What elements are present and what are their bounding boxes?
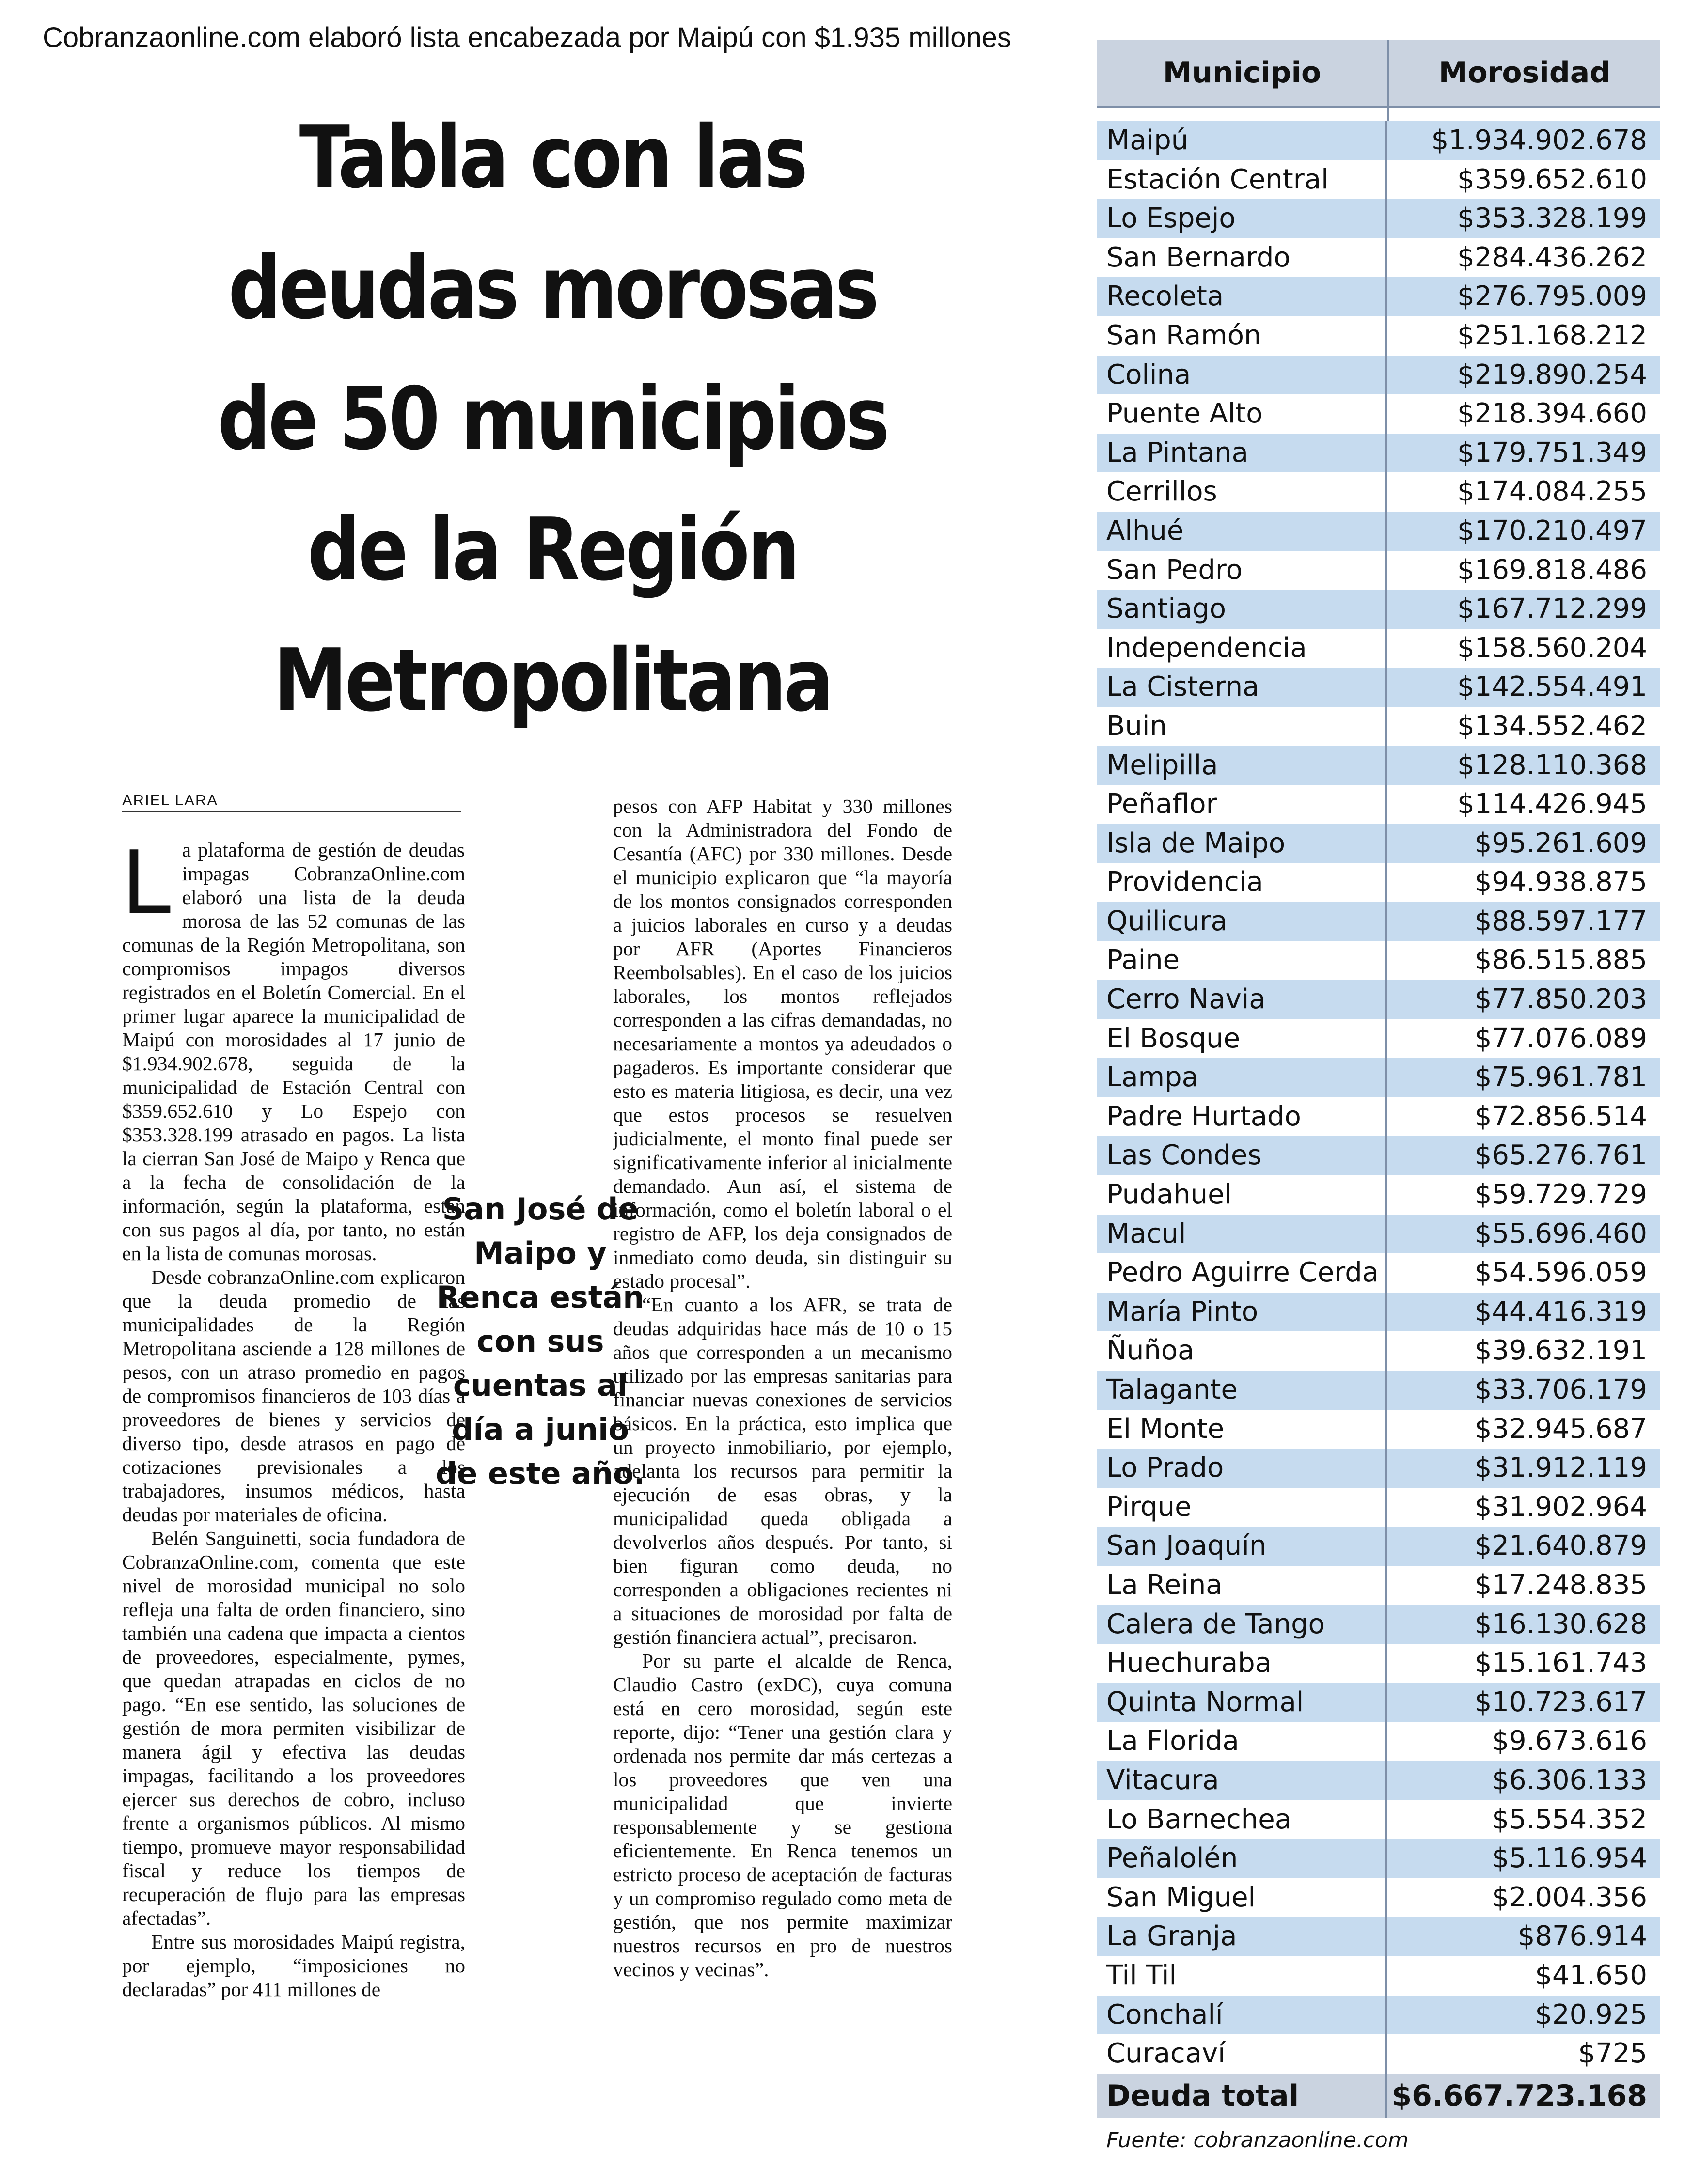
municipio-cell: Puente Alto — [1097, 394, 1387, 434]
municipio-cell: Macul — [1097, 1215, 1387, 1254]
municipio-cell: Lo Espejo — [1097, 199, 1387, 238]
article-paragraph: Entre sus morosidades Maipú registra, por ejemplo, “imposiciones no declaradas” por 411 millones de — [122, 1931, 465, 2000]
table-row — [1097, 472, 1660, 512]
table-row — [1097, 941, 1660, 980]
article-paragraph: Por su parte el alcalde de Renca, Claudio Castro (exDC), cuya comuna está en cero morosidad, según este reporte, dijo: “Tener una gestión clara y ordenada nos permite dar más certezas a los proveedores que ven una municipalidad que invierte responsablemente y se gestiona eficientemente. En Renca tenemos un estricto proceso de aceptación de facturas y un compromiso regulado como meta de gestión, que nos permite maximizar nuestros recursos en pro de nuestros vecinos y vecinas”. — [613, 1650, 952, 1981]
morosidad-cell: $134.552.462 — [1457, 710, 1647, 742]
pull-quote: San José de Maipo y Renca están con sus cuentas al día a junio de este año. — [435, 1191, 645, 1491]
table-row — [1097, 434, 1660, 473]
table-row — [1097, 356, 1660, 395]
table-row — [1097, 1371, 1660, 1410]
headline — [123, 92, 982, 746]
table-header — [1097, 40, 1660, 108]
municipio-cell: Recoleta — [1097, 277, 1387, 316]
column-header-municipio: Municipio — [1097, 40, 1389, 106]
debt-table — [1097, 40, 1660, 2155]
morosidad-cell: $86.515.885 — [1474, 944, 1647, 976]
municipio-cell: Las Condes — [1097, 1136, 1387, 1175]
morosidad-cell: $1.934.902.678 — [1431, 125, 1647, 156]
total-label: Deuda total — [1097, 2074, 1387, 2118]
municipio-cell: Estación Central — [1097, 160, 1387, 200]
table-row — [1097, 668, 1660, 707]
table-row — [1097, 1839, 1660, 1878]
morosidad-cell: $65.276.761 — [1474, 1139, 1647, 1171]
table-row — [1097, 160, 1660, 200]
table-row — [1097, 980, 1660, 1019]
table-row — [1097, 1761, 1660, 1800]
table-row — [1097, 1488, 1660, 1527]
morosidad-cell: $21.640.879 — [1474, 1530, 1647, 1562]
headline-line: de 50 municipios — [218, 369, 887, 469]
morosidad-cell: $276.795.009 — [1457, 281, 1647, 312]
municipio-cell: Isla de Maipo — [1097, 824, 1387, 863]
municipio-cell: La Cisterna — [1097, 668, 1387, 707]
morosidad-cell: $6.306.133 — [1492, 1764, 1647, 1796]
table-row — [1097, 1527, 1660, 1566]
morosidad-cell: $170.210.497 — [1457, 515, 1647, 546]
municipio-cell: Calera de Tango — [1097, 1605, 1387, 1644]
table-row — [1097, 785, 1660, 824]
table-row — [1097, 707, 1660, 746]
municipio-cell: Peñaflor — [1097, 785, 1387, 824]
morosidad-cell: $169.818.486 — [1457, 554, 1647, 586]
kicker: Cobranzaonline.com elaboró lista encabezada por Maipú con $1.935 millones — [43, 22, 1012, 53]
morosidad-cell: $219.890.254 — [1457, 359, 1647, 390]
morosidad-cell: $17.248.835 — [1474, 1569, 1647, 1601]
headline-line: Tabla con las — [299, 107, 806, 207]
morosidad-cell: $31.902.964 — [1474, 1491, 1647, 1523]
morosidad-cell: $95.261.609 — [1474, 827, 1647, 859]
table-row — [1097, 629, 1660, 668]
table-row — [1097, 551, 1660, 590]
morosidad-cell: $55.696.460 — [1474, 1217, 1647, 1249]
morosidad-cell: $725 — [1578, 2038, 1647, 2070]
municipio-cell: Pedro Aguirre Cerda — [1097, 1253, 1387, 1293]
municipio-cell: Quilicura — [1097, 902, 1387, 941]
table-row — [1097, 199, 1660, 238]
table-row — [1097, 863, 1660, 902]
municipio-cell: Maipú — [1097, 121, 1387, 160]
municipio-cell: Pudahuel — [1097, 1175, 1387, 1215]
municipio-cell: Huechuraba — [1097, 1644, 1387, 1683]
table-source: Fuente: cobranzaonline.com — [1106, 2127, 1409, 2153]
byline: ARIEL LARA — [122, 792, 461, 812]
morosidad-cell: $54.596.059 — [1474, 1257, 1647, 1289]
table-row — [1097, 1683, 1660, 1722]
morosidad-cell: $72.856.514 — [1474, 1100, 1647, 1132]
municipio-cell: Conchalí — [1097, 1996, 1387, 2035]
table-row — [1097, 277, 1660, 316]
municipio-cell: Buin — [1097, 707, 1387, 746]
morosidad-cell: $41.650 — [1535, 1959, 1647, 1991]
table-row — [1097, 1253, 1660, 1293]
table-row — [1097, 238, 1660, 278]
morosidad-cell: $158.560.204 — [1457, 632, 1647, 664]
municipio-cell: Cerro Navia — [1097, 980, 1387, 1019]
morosidad-cell: $142.554.491 — [1457, 671, 1647, 703]
table-row — [1097, 1136, 1660, 1175]
municipio-cell: Paine — [1097, 941, 1387, 980]
morosidad-cell: $16.130.628 — [1474, 1608, 1647, 1640]
table-row — [1097, 1293, 1660, 1332]
table-row — [1097, 2034, 1660, 2074]
morosidad-cell: $39.632.191 — [1474, 1335, 1647, 1367]
municipio-cell: San Pedro — [1097, 551, 1387, 590]
morosidad-cell: $2.004.356 — [1492, 1881, 1647, 1913]
morosidad-cell: $10.723.617 — [1474, 1686, 1647, 1718]
municipio-cell: Melipilla — [1097, 746, 1387, 785]
municipio-cell: Talagante — [1097, 1371, 1387, 1410]
municipio-cell: Alhué — [1097, 512, 1387, 551]
table-row — [1097, 1878, 1660, 1918]
table-row — [1097, 1566, 1660, 1605]
municipio-cell: Providencia — [1097, 863, 1387, 902]
morosidad-cell: $218.394.660 — [1457, 398, 1647, 430]
column-header-morosidad: Morosidad — [1438, 56, 1611, 90]
municipio-cell: Padre Hurtado — [1097, 1097, 1387, 1137]
headline-line: de la Región — [307, 499, 798, 600]
morosidad-cell: $59.729.729 — [1474, 1179, 1647, 1211]
table-row — [1097, 1097, 1660, 1137]
municipio-cell: Peñalolén — [1097, 1839, 1387, 1878]
total-row — [1097, 2074, 1660, 2118]
morosidad-cell: $114.426.945 — [1457, 788, 1647, 820]
morosidad-cell: $9.673.616 — [1492, 1725, 1647, 1757]
municipio-cell: Ñuñoa — [1097, 1331, 1387, 1371]
article-paragraph: Belén Sanguinetti, socia fundadora de CobranzaOnline.com, comenta que este nivel de morosidad municipal no solo refleja una falta de orden financiero, sino también una cadena que impacta a cientos de proveedores, especialmente, pymes, que quedan atrapadas en ciclos de no pago. “En ese sentido, las soluciones de gestión de mora permiten visibilizar de manera ágil y efectiva las deudas impagas, facilitando a los proveedores ejercer sus derechos de cobro, incluso frente a organismos públicos. Al mismo tiempo, promueve mayor responsabilidad fiscal y reduce los tiempos de recuperación de flujo para las empresas afectadas”. — [122, 1527, 465, 1929]
table-row — [1097, 1722, 1660, 1761]
table-row — [1097, 824, 1660, 863]
table-row — [1097, 1956, 1660, 1996]
table-row — [1097, 1410, 1660, 1449]
table-row — [1097, 512, 1660, 551]
municipio-cell: El Bosque — [1097, 1019, 1387, 1059]
municipio-cell: Pirque — [1097, 1488, 1387, 1527]
table-row — [1097, 1449, 1660, 1488]
table-row — [1097, 590, 1660, 629]
table-row — [1097, 1215, 1660, 1254]
morosidad-cell: $94.938.875 — [1474, 866, 1647, 898]
article-column-2 — [613, 795, 952, 2151]
morosidad-cell: $88.597.177 — [1474, 905, 1647, 937]
table-row — [1097, 121, 1660, 160]
municipio-cell: San Joaquín — [1097, 1527, 1387, 1566]
table-row — [1097, 1917, 1660, 1956]
headline-line: Metropolitana — [273, 630, 832, 731]
municipio-cell: La Reina — [1097, 1566, 1387, 1605]
table-row — [1097, 394, 1660, 434]
morosidad-cell: $284.436.262 — [1457, 241, 1647, 273]
table-row — [1097, 1058, 1660, 1097]
morosidad-cell: $33.706.179 — [1474, 1374, 1647, 1405]
municipio-cell: San Ramón — [1097, 316, 1387, 356]
municipio-cell: San Miguel — [1097, 1878, 1387, 1918]
table-row — [1097, 1996, 1660, 2035]
municipio-cell: Vitacura — [1097, 1761, 1387, 1800]
municipio-cell: Quinta Normal — [1097, 1683, 1387, 1722]
municipio-cell: Cerrillos — [1097, 472, 1387, 512]
morosidad-cell: $44.416.319 — [1474, 1295, 1647, 1327]
morosidad-cell: $75.961.781 — [1474, 1061, 1647, 1093]
morosidad-cell: $5.116.954 — [1492, 1842, 1647, 1874]
municipio-cell: La Pintana — [1097, 434, 1387, 473]
municipio-cell: La Granja — [1097, 1917, 1387, 1956]
morosidad-cell: $251.168.212 — [1457, 319, 1647, 351]
municipio-cell: Til Til — [1097, 1956, 1387, 1996]
table-row — [1097, 316, 1660, 356]
morosidad-cell: $5.554.352 — [1492, 1803, 1647, 1835]
article-paragraph: a plataforma de gestión de deudas impagas CobranzaOnline.com elaboró una lista de la deuda morosa de las 52 comunas de las comunas de la Región Metropolitana, son compromisos impagos diversos registrados en el Boletín Comercial. En el primer lugar aparece la municipalidad de Maipú con morosidades al 17 junio de $1.934.902.678, seguida de la municipalidad de Estación Central con $359.652.610 y Lo Espejo con $353.328.199 atrasado en pagos. La lista la cierran San José de Maipo y Renca que a la fecha de consolidación de la información, según la plataforma, están con sus pagos al día, por tanto, no están en la lista de comunas morosas. — [122, 839, 465, 1264]
municipio-cell: Independencia — [1097, 629, 1387, 668]
article-paragraph: pesos con AFP Habitat y 330 millones con la Administradora del Fondo de Cesantía (AFC) por 330 millones. Desde el municipio explicaron que “la mayoría de los montos consignados corresponden a juicios laborales en curso y a deudas por AFR (Aportes Financieros Reembolsables). En el caso de los juicios laborales, los montos reflejados corresponden a las cifras demandadas, no necesariamente a montos ya adeudados o pagaderos. Es importante considerar que esto es materia litigiosa, es decir, una vez que estos procesos se resuelven judicialmente, el monto final puede ser significativamente inferior al inicialmente demandado. Aun así, el sistema de información, como el boletín laboral o el registro de AFP, los deja consignados de inmediato como deuda, sin distinguir su estado procesal”. — [613, 795, 952, 1292]
morosidad-cell: $876.914 — [1517, 1920, 1647, 1952]
morosidad-cell: $128.110.368 — [1457, 749, 1647, 781]
municipio-cell: San Bernardo — [1097, 238, 1387, 278]
morosidad-cell: $77.850.203 — [1474, 983, 1647, 1015]
municipio-cell: María Pinto — [1097, 1293, 1387, 1332]
municipio-cell: Santiago — [1097, 590, 1387, 629]
morosidad-cell: $359.652.610 — [1457, 163, 1647, 195]
morosidad-cell: $20.925 — [1535, 1998, 1647, 2030]
morosidad-cell: $77.076.089 — [1474, 1022, 1647, 1054]
table-row — [1097, 1331, 1660, 1371]
morosidad-cell: $174.084.255 — [1457, 476, 1647, 508]
municipio-cell: Lo Prado — [1097, 1449, 1387, 1488]
table-row — [1097, 902, 1660, 941]
header-gap — [1097, 108, 1389, 121]
table-body — [1097, 121, 1660, 2074]
table-row — [1097, 1644, 1660, 1683]
morosidad-cell: $353.328.199 — [1457, 203, 1647, 234]
municipio-cell: Lo Barnechea — [1097, 1800, 1387, 1840]
morosidad-cell: $179.751.349 — [1457, 437, 1647, 468]
article-paragraph: Desde cobranzaOnline.com explicaron que la deuda promedio de las municipalidades de la Región Metropolitana asciende a 128 millones de pesos, con un atraso promedio en pagos de compromisos financieros de 103 días a proveedores de bienes y servicios de diverso tipo, desde atrasos en pago de cotizaciones previsionales a los trabajadores, insumos médicos, hasta deudas por materiales de oficina. — [122, 1266, 465, 1526]
municipio-cell: El Monte — [1097, 1410, 1387, 1449]
headline-line: deudas morosas — [228, 238, 877, 338]
article-paragraph: “En cuanto a los AFR, se trata de deudas adquiridas hace más de 10 o 15 años que corresponden a un mecanismo utilizado por las empresas sanitarias para financiar nuevas conexiones de servicios básicos. En la práctica, esto implica que un proyecto inmobiliario, por ejemplo, adelanta los recursos para permitir la ejecución de esas obras, y la municipalidad queda obligada a devolverlos años después. Por tanto, si bien figuran como deuda, no corresponden a obligaciones recientes ni a situaciones de morosidad por falta de gestión financiera actual”, precisaron. — [613, 1294, 952, 1648]
municipio-cell: La Florida — [1097, 1722, 1387, 1761]
table-row — [1097, 1019, 1660, 1059]
table-row — [1097, 746, 1660, 785]
morosidad-cell: $15.161.743 — [1474, 1647, 1647, 1679]
morosidad-cell: $31.912.119 — [1474, 1452, 1647, 1484]
table-row — [1097, 1175, 1660, 1215]
municipio-cell: Colina — [1097, 356, 1387, 395]
dropcap: L — [122, 838, 173, 933]
municipio-cell: Lampa — [1097, 1058, 1387, 1097]
table-row — [1097, 1800, 1660, 1840]
table-row — [1097, 1605, 1660, 1644]
total-value: $6.667.723.168 — [1391, 2078, 1647, 2113]
morosidad-cell: $167.712.299 — [1457, 593, 1647, 625]
morosidad-cell: $32.945.687 — [1474, 1413, 1647, 1445]
municipio-cell: Curacaví — [1097, 2034, 1387, 2074]
article-column-1 — [122, 838, 465, 2151]
